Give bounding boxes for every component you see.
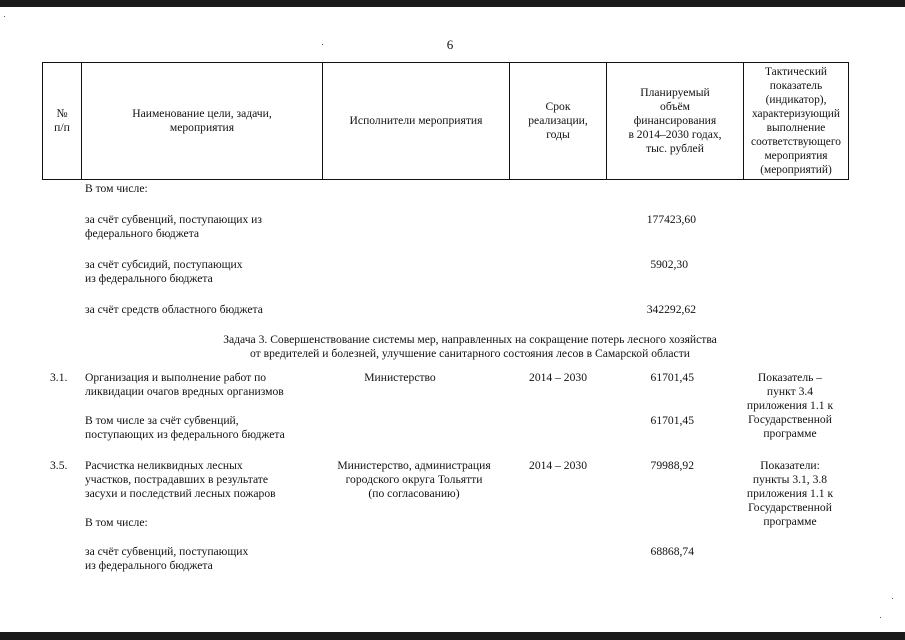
header-num-cell — [43, 63, 81, 179]
subsidy-federal-amount: 5902,30 — [650, 258, 688, 271]
scan-speck — [322, 44, 323, 45]
header-period-cell — [510, 63, 606, 179]
header-funding-cell — [607, 63, 743, 179]
row-3-5-executor: Министерство, администрация городского округа Тольятти (по согласованию) — [337, 459, 491, 500]
including-label-2: В том числе: — [85, 516, 148, 529]
header-period: Срок реализации, годы — [528, 100, 588, 141]
row-3-1-period: 2014 – 2030 — [529, 371, 587, 384]
header-executors-cell — [323, 63, 509, 179]
subvention-federal-label-2: за счёт субвенций, поступающих из федерального бюджета — [85, 545, 249, 572]
scan-speck — [892, 598, 893, 599]
header-num: № п/п — [54, 107, 70, 134]
scan-bottom-border — [0, 632, 905, 640]
row-3-1-number: 3.1. — [50, 371, 68, 384]
header-name: Наименование цели, задачи, мероприятия — [132, 107, 272, 134]
header-indicator-cell — [744, 63, 848, 179]
subvention-federal-amount: 177423,60 — [646, 213, 696, 226]
scan-speck — [4, 16, 5, 17]
row-3-1-subvention-amount: 61701,45 — [650, 414, 694, 427]
including-label: В том числе: — [85, 182, 148, 195]
scan-top-border — [0, 0, 905, 7]
row-3-5-amount: 79988,92 — [650, 459, 694, 472]
row-3-1-subvention-label: В том числе за счёт субвенций, поступающих из федерального бюджета — [85, 414, 285, 441]
regional-budget-amount: 342292,62 — [646, 303, 696, 316]
header-executors: Исполнители мероприятия — [349, 114, 483, 127]
row-3-5-number: 3.5. — [50, 459, 68, 472]
header-funding: Планируемый объём финансирования в 2014–2030 годах, тыс. рублей — [628, 86, 722, 155]
row-3-5-indicator: Показатели: пункты 3.1, 3.8 приложения 1.1 к Государственной программе — [746, 459, 834, 528]
row-3-1-name: Организация и выполнение работ по ликвидации очагов вредных организмов — [85, 371, 284, 398]
task-3-heading: Задача 3. Совершенствование системы мер, направленных на сокращение потерь лесного хозяйства от вредителей и болезней, улучшение санитарного состояния лесов в Самарской области — [223, 333, 717, 360]
table-header — [42, 62, 849, 180]
row-3-1-indicator: Показатель – пункт 3.4 приложения 1.1 к Государственной программе — [746, 371, 834, 440]
header-name-cell — [82, 63, 322, 179]
subvention-federal-amount-2: 68868,74 — [650, 545, 694, 558]
row-3-1-amount: 61701,45 — [650, 371, 694, 384]
subvention-federal-label: за счёт субвенций, поступающих из федерального бюджета — [85, 213, 262, 240]
header-indicator: Тактический показатель (индикатор), характеризующий выполнение соответствующего мероприятия (мероприятий) — [751, 66, 841, 176]
row-3-5-name: Расчистка неликвидных лесных участков, пострадавших в результате засухи и последствий лесных пожаров — [85, 459, 276, 500]
subsidy-federal-label: за счёт субсидий, поступающих из федерального бюджета — [85, 258, 243, 285]
row-3-1-executor: Министерство — [364, 371, 436, 384]
page-number: 6 — [446, 37, 454, 52]
scan-speck — [880, 617, 881, 618]
row-3-5-period: 2014 – 2030 — [529, 459, 587, 472]
regional-budget-label: за счёт средств областного бюджета — [85, 303, 263, 316]
